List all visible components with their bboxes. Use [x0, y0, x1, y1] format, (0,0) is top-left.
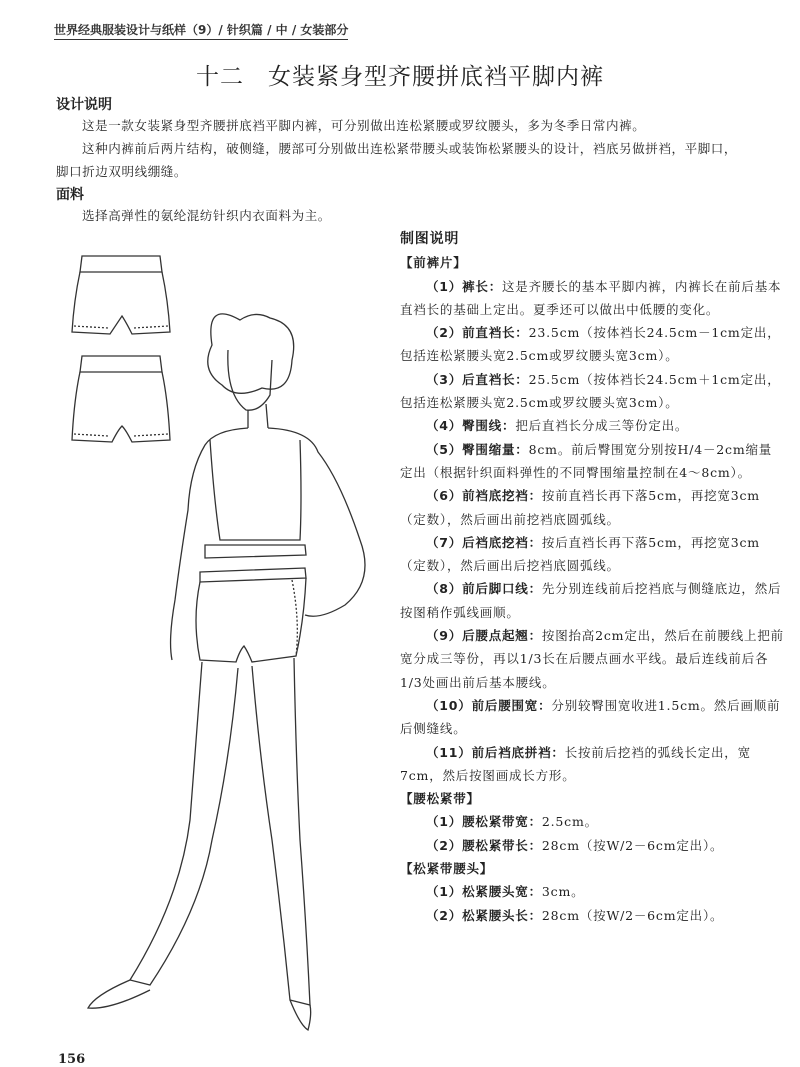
running-header: 世界经典服装设计与纸样（9）/ 针织篇 / 中 / 女装部分	[54, 21, 348, 40]
waistband-heading: 【腰松紧带】	[400, 791, 480, 807]
item-text: 分别较臀围宽收进1.5cm。然后画顺前后侧缝线。	[400, 697, 781, 737]
item-label: （8）前后脚口线：	[426, 581, 542, 597]
item-text: 按前直裆长再下落5cm，再挖宽3cm（定数），然后画出前挖裆底圆弧线。	[400, 488, 760, 527]
instruction-item	[400, 321, 785, 368]
instruction-item	[400, 810, 785, 833]
design-heading: 设计说明	[56, 97, 112, 113]
instruction-item	[400, 694, 785, 741]
instruction-item	[400, 741, 785, 788]
item-text: 长按前后挖裆的弧线长定出，宽7cm，然后按图画成长方形。	[400, 744, 751, 783]
fashion-figure	[88, 314, 365, 1030]
instruction-item	[400, 368, 785, 415]
item-label: （1）腰松紧带宽：	[426, 814, 542, 830]
item-label: （4）臀围线：	[426, 418, 516, 434]
instruction-item	[400, 414, 785, 437]
shorts-flat-back	[72, 356, 170, 442]
instruction-item	[400, 531, 785, 578]
front-panel-heading: 【前裤片】	[400, 255, 467, 271]
item-text: 3cm。	[541, 884, 585, 900]
item-text: 这是齐腰长的基本平脚内裤，内裤长在前后基本直裆长的基础上定出。夏季还可以做出中低腰的变化。	[400, 278, 782, 317]
item-label: （6）前裆底挖裆：	[426, 488, 542, 504]
item-label: （9）后腰点起翘：	[426, 628, 542, 644]
item-label: （1）裤长：	[426, 278, 502, 294]
item-text: 2.5cm。	[541, 814, 598, 830]
page-title: 十二 女装紧身型齐腰拼底裆平脚内裤	[196, 64, 604, 90]
instruction-item	[400, 624, 785, 694]
item-label: （1）松紧腰头宽：	[426, 884, 542, 900]
instruction-item	[400, 904, 785, 927]
design-paragraph: 这是一款女装紧身型齐腰拼底裆平脚内裤，可分别做出连松紧腰或罗纹腰头，多为冬季日常内裤。	[82, 118, 646, 133]
instruction-item	[400, 577, 785, 624]
elastic-waist-heading: 【松紧带腰头】	[400, 861, 494, 877]
item-label: （2）松紧腰头长：	[426, 907, 542, 923]
fabric-paragraph: 选择高弹性的氨纶混纺针织内衣面料为主。	[82, 208, 331, 223]
item-label: （2）前直裆长：	[426, 325, 529, 341]
item-label: （11）前后裆底拼裆：	[426, 744, 565, 760]
item-label: （3）后直裆长：	[426, 371, 529, 387]
instruction-item	[400, 484, 785, 531]
item-text: 25.5cm（按体裆长24.5cm＋1cm定出，包括连松紧腰头宽2.5cm或罗纹腰头宽3cm）。	[400, 371, 781, 411]
item-text: 按后直裆长再下落5cm，再挖宽3cm（定数），然后画出后挖裆底圆弧线。	[400, 534, 760, 574]
item-text: 28cm（按W/2－6cm定出）。	[541, 837, 724, 853]
drafting-instructions	[400, 228, 785, 927]
instruction-item	[400, 880, 785, 903]
instruction-item	[400, 834, 785, 857]
item-text: 28cm（按W/2－6cm定出）。	[541, 907, 724, 923]
item-text: 把后直裆长分成三等份定出。	[515, 418, 689, 434]
instruction-item	[400, 275, 785, 322]
item-label: （2）腰松紧带长：	[426, 837, 542, 853]
item-label: （5）臀围缩量：	[426, 441, 529, 457]
fabric-heading: 面料	[56, 187, 84, 203]
item-label: （10）前后腰围宽：	[426, 697, 552, 713]
garment-illustration	[0, 0, 400, 1040]
page-number: 156	[58, 1052, 86, 1067]
drafting-heading: 制图说明	[400, 231, 460, 247]
item-label: （7）后裆底挖裆：	[426, 534, 542, 550]
item-text: 按图抬高2cm定出，然后在前腰线上把前宽分成三等份，再以1/3长在后腰点画水平线。最后连线前后各1/3处画出前后基本腰线。	[400, 628, 784, 690]
instruction-item	[400, 438, 785, 485]
design-paragraph: 这种内裤前后两片结构，破侧缝，腰部可分别做出连松紧带腰头或装饰松紧腰头的设计，裆底另做拼裆，平脚口，脚口折边双明线绷缝。	[56, 141, 738, 179]
item-text: 8cm。前后臀围宽分别按H/4－2cm缩量定出（根据针织面料弹性的不同臀围缩量控制在4～8cm）。	[400, 441, 773, 480]
item-text: 23.5cm（按体裆长24.5cm－1cm定出，包括连松紧腰头宽2.5cm或罗纹腰头宽3cm）。	[400, 325, 781, 364]
shorts-flat-front	[72, 256, 170, 334]
item-text: 先分别连线前后挖裆底与侧缝底边，然后按图稍作弧线画顺。	[400, 581, 782, 620]
